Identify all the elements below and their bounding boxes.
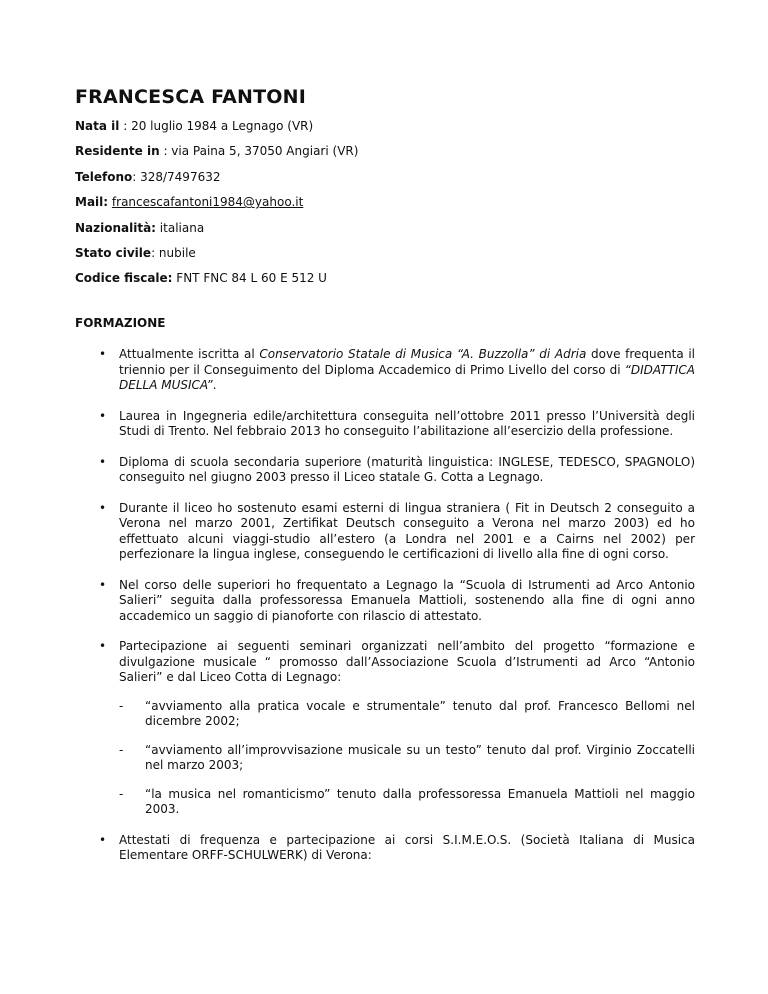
tax-value: FNT FNC 84 L 60 E 512 U <box>172 271 327 286</box>
item-text-italic: Conservatorio Statale di Musica “A. Buzzolla” di Adria <box>259 347 587 361</box>
birth-value: : 20 luglio 1984 a Legnago (VR) <box>119 119 314 133</box>
item-text: dove frequenta il triennio per il Conseguimento del Diploma Accademico di Primo Livello del corso di <box>119 347 696 377</box>
section-title: FORMAZIONE <box>75 316 166 330</box>
bullet-icon: • <box>99 347 107 361</box>
nationality-label: Nazionalità: <box>75 220 156 235</box>
bullet-icon: • <box>99 408 107 423</box>
dash-icon: - <box>119 786 124 801</box>
sub-item <box>119 787 695 818</box>
list-item <box>99 578 695 625</box>
mail-row <box>75 195 695 220</box>
sub-item-text: “avviamento alla pratica vocale e strumentale” tenuto dal prof. Francesco Bellomi nel dicembre 2002; <box>145 698 695 728</box>
residence-label: Residente in <box>75 144 160 159</box>
bullet-icon: • <box>99 639 107 653</box>
list-item <box>99 347 695 394</box>
item-text: Nel corso delle superiori ho frequentato a Legnago la “Scuola di Istrumenti ad Arco Antonio Salieri” seguita dalla professoressa Emanuela Mattioli, sostenendo alla fine di ogni anno accademico un saggio di pianoforte con rilascio di attestato. <box>119 577 695 623</box>
item-text: . <box>212 378 217 392</box>
residence-row <box>75 144 695 169</box>
page-title: FRANCESCA FANTONI <box>75 86 306 108</box>
birth-label: Nata il <box>75 119 120 133</box>
phone-label: Telefono <box>75 169 133 184</box>
personal-info <box>75 119 695 297</box>
item-text: Attestati di frequenza e partecipazione ai corsi S.I.M.E.O.S. (Società Italiana di Musica Elementare ORFF-SCHULWERK) di Verona: <box>119 832 695 862</box>
item-text: Attualmente iscritta al <box>119 347 260 361</box>
residence-value: : via Paina 5, 37050 Angiari (VR) <box>159 144 359 159</box>
tax-label: Codice fiscale: <box>75 271 173 286</box>
tax-row <box>75 271 695 296</box>
list-item <box>99 833 695 864</box>
dash-icon: - <box>119 742 124 757</box>
mail-link[interactable]: francescafantoni1984@yahoo.it <box>111 195 304 210</box>
item-text: Durante il liceo ho sostenuto esami esterni di lingua straniera ( Fit in Deutsch 2 conseguito a Verona nel marzo 2001, Zertifikat Deutsch conseguito a Verona nel marzo 2003) ed ho effettuato alcuni viaggi-studio all’estero (a Londra nel 2001 e a Cairns nel 2002) per perfezionare la lingua inglese, conseguendo le certificazioni di livello alla fine di ogni corso. <box>119 500 695 561</box>
bullet-icon: • <box>99 832 107 847</box>
item-text: Diploma di scuola secondaria superiore (maturità linguistica: INGLESE, TEDESCO, SPAGNOLO) conseguito nel giugno 2003 presso il Liceo statale G. Cotta a Legnago. <box>119 454 695 484</box>
item-text: Partecipazione ai seguenti seminari organizzati nell’ambito del progetto “formazione e divulgazione musicale “ promosso dall’Associazione Scuola d’Istrumenti ad Arco “Antonio Salieri” e dal Liceo Cotta di Legnago: <box>119 639 695 684</box>
phone-value: : 328/7497632 <box>132 169 221 184</box>
list-item <box>99 501 695 563</box>
phone-row <box>75 170 695 195</box>
civil-label: Stato civile <box>75 245 152 260</box>
sub-item-text: “la musica nel romanticismo” tenuto dalla professoressa Emanuela Mattioli nel maggio 2003. <box>145 786 695 816</box>
bullet-icon: • <box>99 500 107 515</box>
civil-value: : nubile <box>151 245 196 260</box>
item-text-italic: “DIDATTICA DELLA MUSICA” <box>119 362 695 392</box>
list-item <box>99 455 695 486</box>
civil-row <box>75 246 695 271</box>
sub-item <box>119 743 695 774</box>
dash-icon: - <box>119 698 124 713</box>
mail-label: Mail: <box>75 195 109 210</box>
sub-item-text: “avviamento all’improvvisazione musicale su un testo” tenuto dal prof. Virginio Zoccatelli nel marzo 2003; <box>145 742 695 772</box>
education-list <box>99 347 695 879</box>
item-text: Laurea in Ingegneria edile/architettura conseguita nell’ottobre 2011 presso l’Università degli Studi di Trento. Nel febbraio 2013 ho conseguito l’abilitazione all’esercizio della professione. <box>119 408 695 438</box>
sub-item <box>119 699 695 730</box>
list-item <box>99 639 695 818</box>
list-item <box>99 409 695 440</box>
bullet-icon: • <box>99 454 107 469</box>
nationality-value: italiana <box>155 220 205 235</box>
nationality-row <box>75 221 695 246</box>
bullet-icon: • <box>99 577 107 592</box>
birth-row <box>75 119 695 144</box>
